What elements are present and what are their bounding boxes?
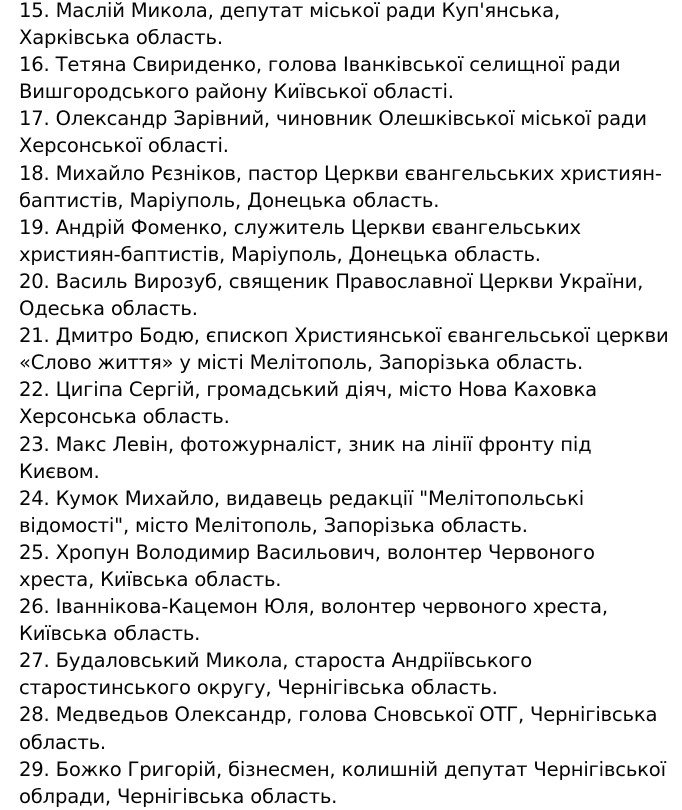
list-item-15: 15. Маслій Микола, депутат міської ради Куп'янська, Харківська область.	[19, 0, 561, 50]
list-item-22: 22. Цигіпа Сергій, громадський діяч, місто Нова Каховка Херсонська область.	[19, 378, 597, 429]
list-item-28: 28. Медведьов Олександр, голова Сновської ОТГ, Чернігівська область.	[19, 703, 658, 754]
list-item-29: 29. Божко Григорій, бізнесмен, колишній депутат Чернігівської облради, Чернігівська область.	[19, 757, 666, 808]
list-item-20: 20. Василь Вирозуб, священик Православної Церкви України, Одеська область.	[19, 269, 644, 321]
list-item-26: 26. Іваннікова-Кацемон Юля, волонтер червоного хреста, Київська область.	[19, 595, 608, 646]
list-item-27: 27. Будаловський Микола, староста Андріївського старостинського округу, Чернігівська область.	[19, 649, 533, 700]
list-item-25: 25. Хропун Володимир Васильович, волонтер Червоного хреста, Київська область.	[19, 540, 595, 591]
list-item-18: 18. Михайло Рєзніков, пастор Церкви євангельських християн-баптистів, Маріуполь, Донецька область.	[19, 161, 662, 212]
list-item-19: 19. Андрій Фоменко, служитель Церкви євангельських християн-баптистів, Маріуполь, Донецька область.	[19, 215, 581, 266]
list-item-23: 23. Макс Левін, фотожурналіст, зник на лінії фронту під Києвом.	[19, 432, 592, 483]
list-item-24: 24. Кумок Михайло, видавець редакції "Мелітопольські відомості", місто Мелітополь, Запорізька область.	[19, 486, 584, 537]
list-item-17: 17. Олександр Зарівний, чиновник Олешківської міської ради Херсонської області.	[19, 107, 647, 158]
list-item-21: 21. Дмитро Бодю, єпископ Християнської євангельської церкви «Слово життя» у місті Мелітополь, Запорізька область.	[19, 324, 669, 375]
list-item-16: 16. Тетяна Свириденко, голова Іванківської селищної ради Вишгородського району Київської області.	[19, 53, 621, 104]
